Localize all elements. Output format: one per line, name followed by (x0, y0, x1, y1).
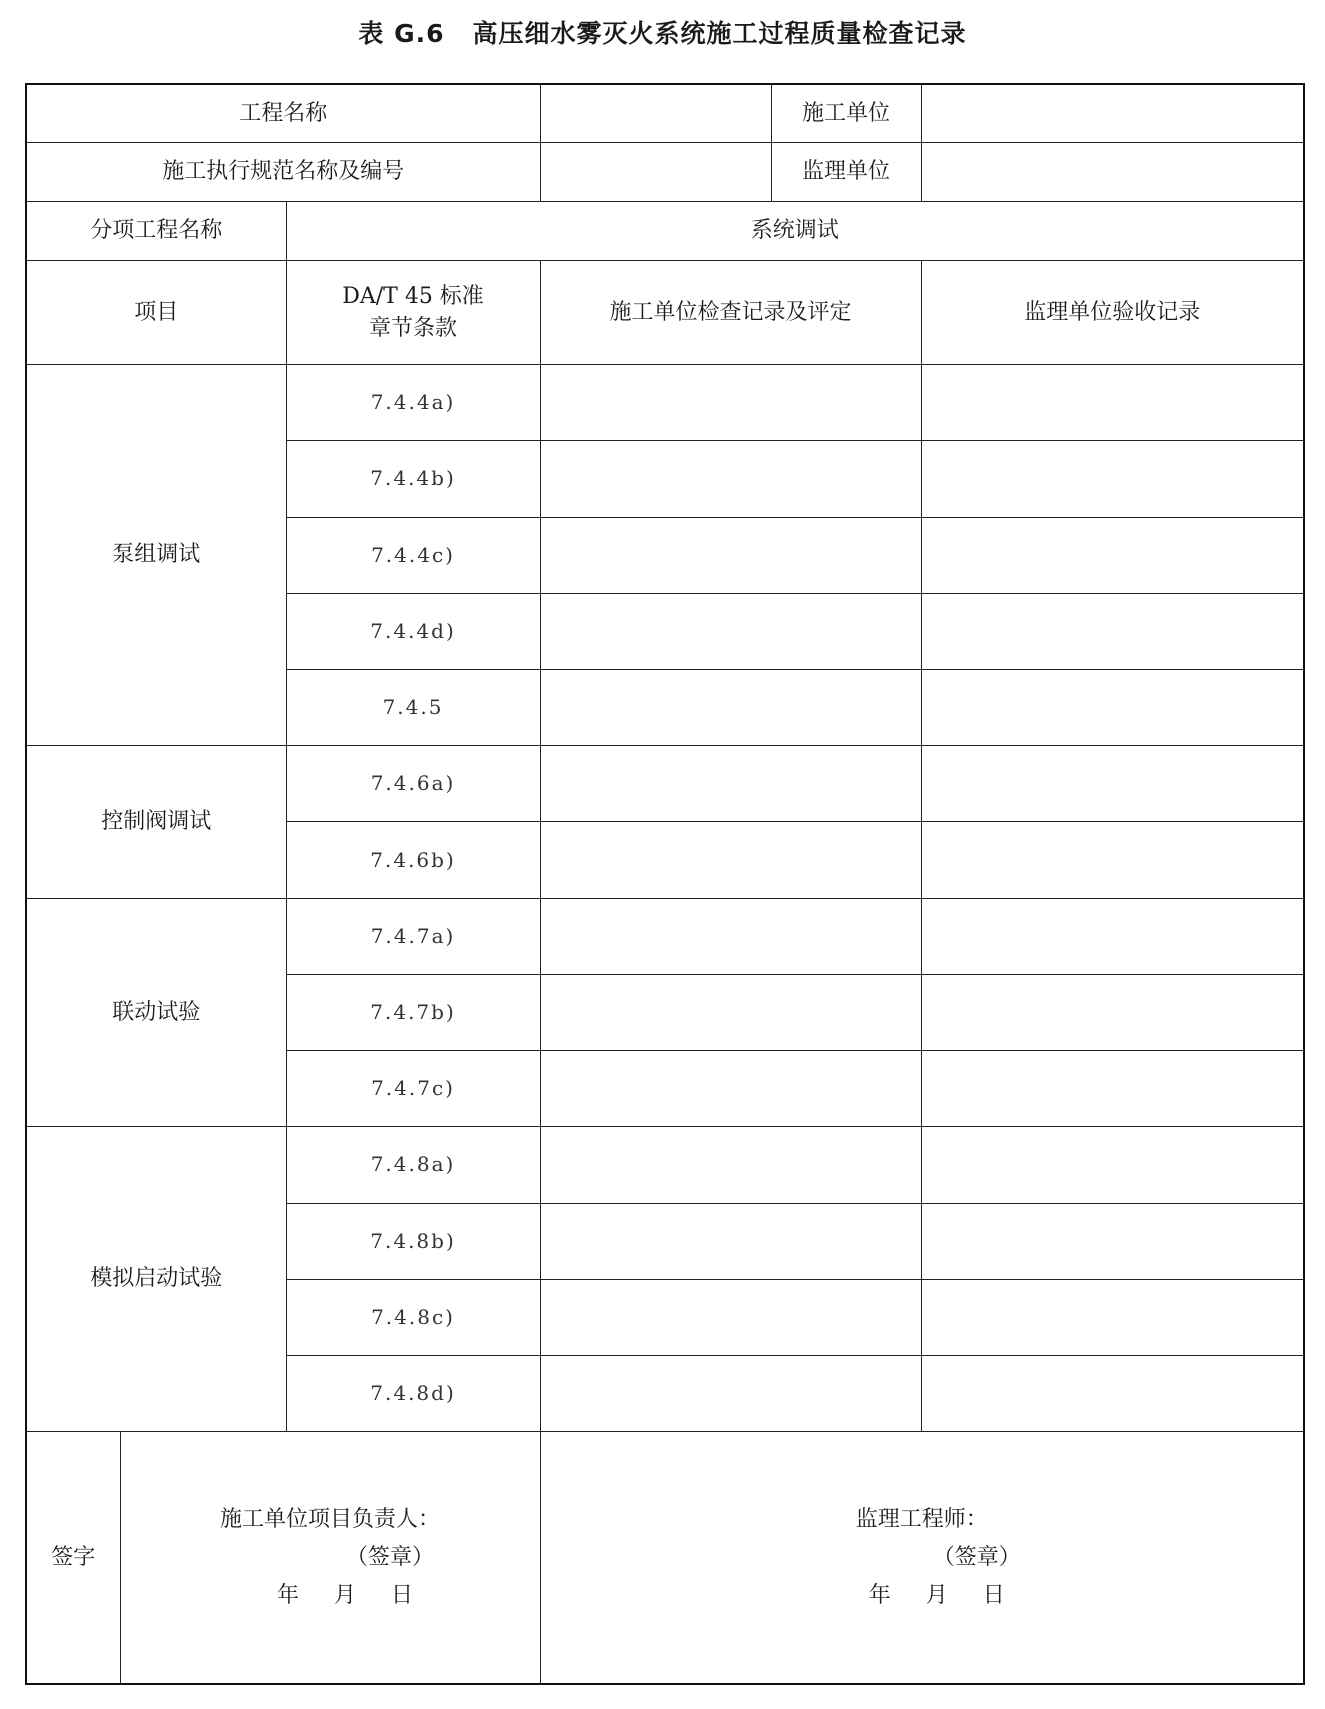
supervision-record-cell[interactable] (921, 1203, 1304, 1279)
clause-number: 7.4.4b) (286, 441, 540, 517)
construction-signature-cell[interactable] (120, 1432, 540, 1684)
supervision-record-cell[interactable] (921, 898, 1304, 974)
date-day: 日 (390, 1582, 413, 1608)
supervision-unit-label: 监理单位 (771, 143, 921, 202)
item-group-name: 控制阀调试 (26, 746, 286, 898)
supervision-record-cell[interactable] (921, 1051, 1304, 1127)
construction-record-cell[interactable] (540, 365, 921, 441)
table-number: 表 G.6 (358, 19, 445, 48)
project-name-value[interactable] (540, 84, 771, 143)
construction-record-cell[interactable] (540, 1356, 921, 1432)
project-name-label: 工程名称 (26, 84, 540, 143)
construction-unit-label: 施工单位 (771, 84, 921, 143)
construction-role-label: 施工单位项目负责人： (220, 1506, 441, 1532)
inspection-record-table (25, 83, 1305, 1685)
clause-number: 7.4.7c) (286, 1051, 540, 1127)
construction-signature-block (121, 1501, 540, 1615)
item-group-name: 联动试验 (26, 898, 286, 1127)
construction-record-cell[interactable] (540, 1051, 921, 1127)
construction-record-cell[interactable] (540, 1203, 921, 1279)
header-row-subitem (26, 202, 1304, 261)
clause-number: 7.4.4c) (286, 517, 540, 593)
supervision-record-cell[interactable] (921, 669, 1304, 745)
header-row-project (26, 84, 1304, 143)
construction-seal-label: （签章） (346, 1544, 435, 1570)
subitem-value: 系统调试 (286, 202, 1304, 261)
clause-header-line1: DA/T 45 标准 (342, 283, 484, 309)
table-row (26, 746, 1304, 822)
supervision-unit-value[interactable] (921, 143, 1304, 202)
clause-number: 7.4.8b) (286, 1203, 540, 1279)
supervision-record-cell[interactable] (921, 1279, 1304, 1355)
construction-unit-value[interactable] (921, 84, 1304, 143)
item-group-name: 模拟启动试验 (26, 1127, 286, 1432)
construction-record-cell[interactable] (540, 1127, 921, 1203)
signature-label: 签字 (26, 1432, 120, 1684)
supervision-record-cell[interactable] (921, 974, 1304, 1050)
col-supervision-record-header: 监理单位验收记录 (921, 261, 1304, 365)
clause-number: 7.4.8a) (286, 1127, 540, 1203)
supervision-role-label: 监理工程师： (855, 1506, 988, 1532)
clause-header-line2: 章节条款 (369, 315, 458, 341)
clause-number: 7.4.7a) (286, 898, 540, 974)
date-day: 日 (982, 1582, 1005, 1608)
supervision-record-cell[interactable] (921, 365, 1304, 441)
table-title: 高压细水雾灭火系统施工过程质量检查记录 (472, 19, 967, 48)
clause-number: 7.4.5 (286, 669, 540, 745)
supervision-record-cell[interactable] (921, 1127, 1304, 1203)
table-row (26, 898, 1304, 974)
supervision-record-cell[interactable] (921, 1356, 1304, 1432)
spec-label: 施工执行规范名称及编号 (26, 143, 540, 202)
supervision-record-cell[interactable] (921, 593, 1304, 669)
supervision-signature-cell[interactable] (540, 1432, 1304, 1684)
construction-record-cell[interactable] (540, 441, 921, 517)
date-year: 年 (277, 1582, 300, 1608)
date-month: 月 (925, 1582, 948, 1608)
col-item-header: 项目 (26, 261, 286, 365)
header-row-spec (26, 143, 1304, 202)
supervision-record-cell[interactable] (921, 441, 1304, 517)
subitem-label: 分项工程名称 (26, 202, 286, 261)
supervision-record-cell[interactable] (921, 822, 1304, 898)
construction-record-cell[interactable] (540, 1279, 921, 1355)
col-construction-record-header: 施工单位检查记录及评定 (540, 261, 921, 365)
signature-row (26, 1432, 1304, 1684)
clause-number: 7.4.6a) (286, 746, 540, 822)
construction-record-cell[interactable] (540, 974, 921, 1050)
clause-number: 7.4.7b) (286, 974, 540, 1050)
supervision-record-cell[interactable] (921, 746, 1304, 822)
supervision-signature-block (541, 1501, 1304, 1615)
spec-value[interactable] (540, 143, 771, 202)
clause-number: 7.4.4a) (286, 365, 540, 441)
construction-record-cell[interactable] (540, 669, 921, 745)
document-title (0, 14, 1325, 54)
table-row (26, 1127, 1304, 1203)
column-header-row (26, 261, 1304, 365)
clause-number: 7.4.8c) (286, 1279, 540, 1355)
construction-record-cell[interactable] (540, 746, 921, 822)
clause-number: 7.4.6b) (286, 822, 540, 898)
clause-number: 7.4.4d) (286, 593, 540, 669)
supervision-record-cell[interactable] (921, 517, 1304, 593)
supervision-date (541, 1577, 1304, 1615)
construction-record-cell[interactable] (540, 517, 921, 593)
clause-number: 7.4.8d) (286, 1356, 540, 1432)
construction-date (121, 1577, 540, 1615)
col-clause-header (286, 261, 540, 365)
construction-record-cell[interactable] (540, 822, 921, 898)
date-month: 月 (334, 1582, 357, 1608)
table-row (26, 365, 1304, 441)
construction-record-cell[interactable] (540, 593, 921, 669)
item-group-name: 泵组调试 (26, 365, 286, 746)
date-year: 年 (868, 1582, 891, 1608)
supervision-seal-label: （签章） (932, 1544, 1021, 1570)
construction-record-cell[interactable] (540, 898, 921, 974)
